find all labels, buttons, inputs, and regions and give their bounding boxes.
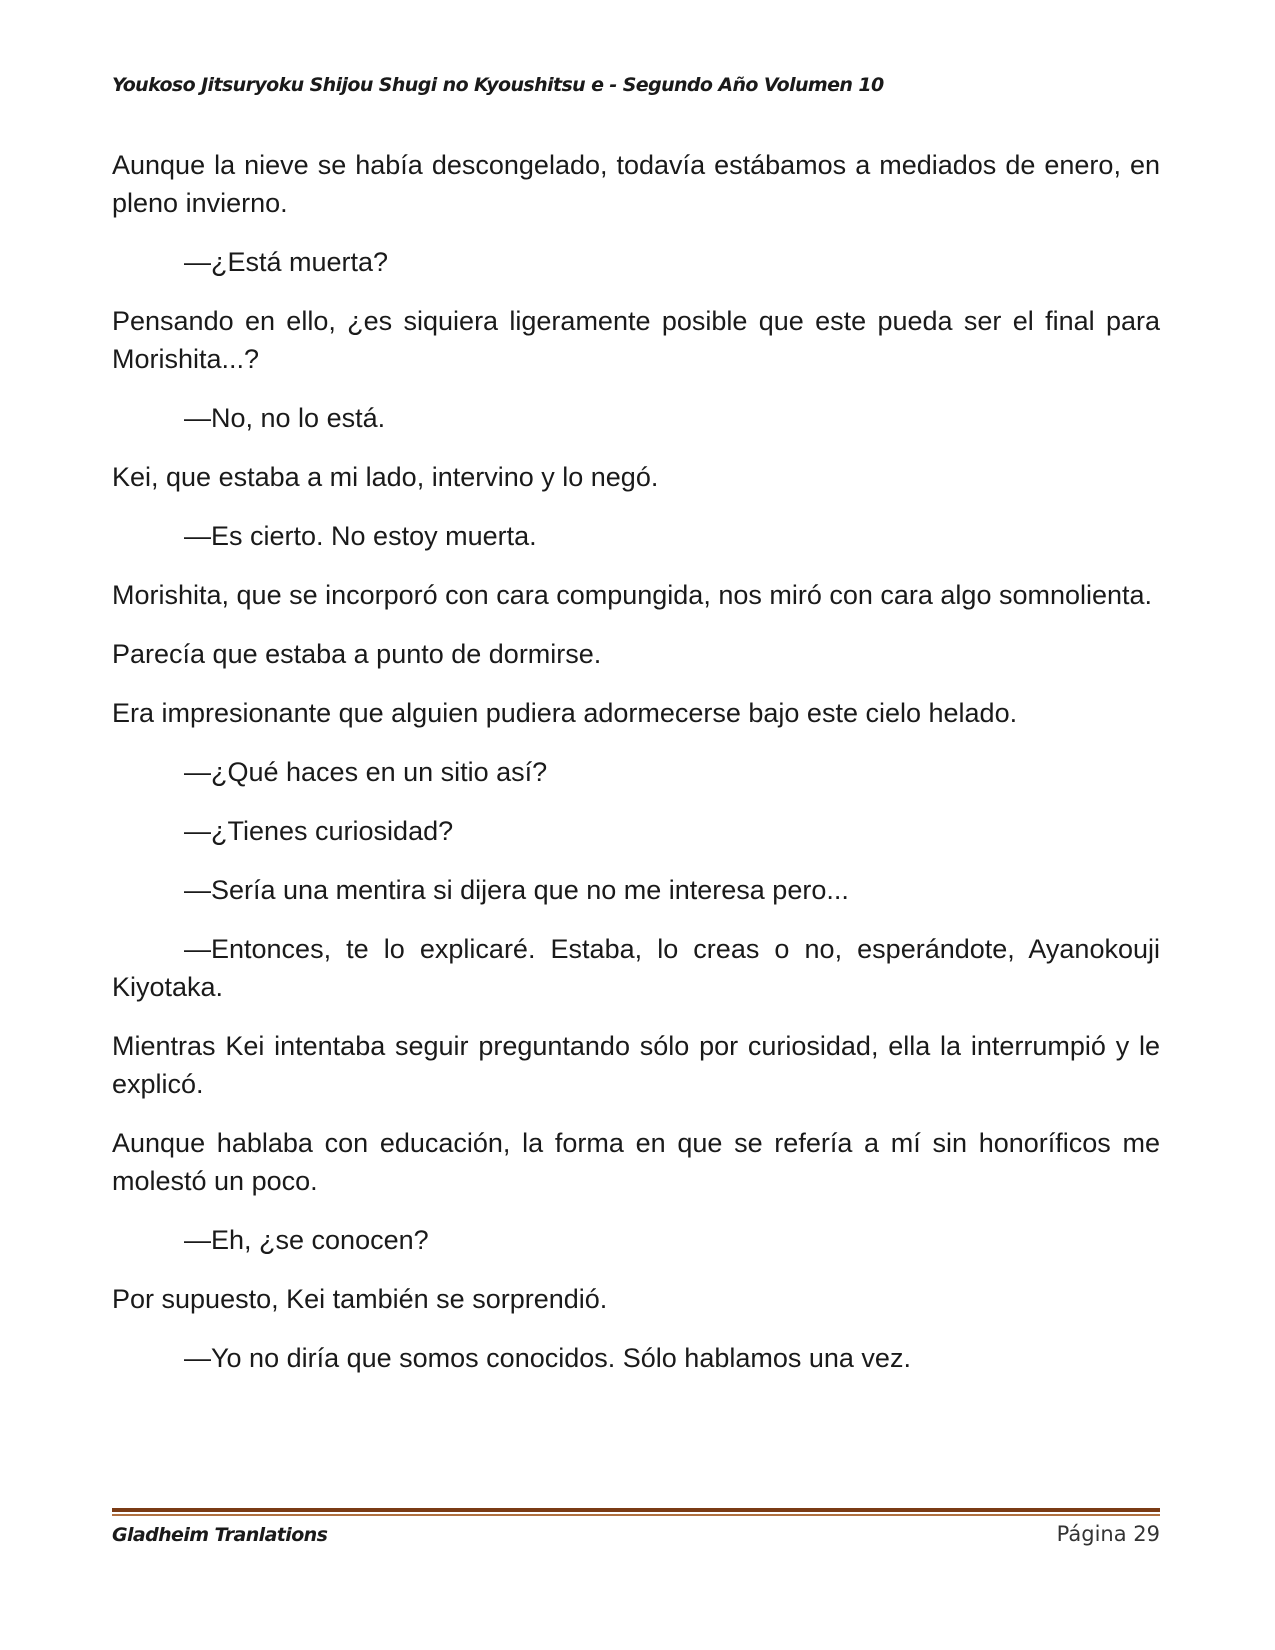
page-number: Página 29 — [1056, 1522, 1160, 1546]
paragraph: Aunque la nieve se había descongelado, todavía estábamos a mediados de enero, en pleno invierno. — [112, 150, 1160, 218]
footer-divider-thick — [112, 1508, 1160, 1512]
paragraph: Era impresionante que alguien pudiera adormecerse bajo este cielo helado. — [112, 698, 1018, 728]
paragraph: Por supuesto, Kei también se sorprendió. — [112, 1284, 608, 1314]
paragraph: Pensando en ello, ¿es siquiera ligeramente posible que este pueda ser el final para Morishita...? — [112, 306, 1160, 374]
dialogue-line: —Entonces, te lo explicaré. Estaba, lo creas o no, esperándote, Ayanokouji Kiyotaka. — [112, 934, 1160, 1002]
dialogue-line: —Eh, ¿se conocen? — [184, 1225, 429, 1255]
footer-credit: Gladheim Tranlations — [112, 1524, 328, 1546]
dialogue-line: —No, no lo está. — [184, 403, 386, 433]
running-header: Youkoso Jitsuryoku Shijou Shugi no Kyoushitsu e - Segundo Año Volumen 10 — [112, 74, 884, 96]
paragraph: Kei, que estaba a mi lado, intervino y lo negó. — [112, 462, 659, 492]
page-body — [112, 146, 1160, 1398]
paragraph: Parecía que estaba a punto de dormirse. — [112, 639, 602, 669]
paragraph: Aunque hablaba con educación, la forma en que se refería a mí sin honoríficos me molestó un poco. — [112, 1128, 1160, 1196]
dialogue-line: —Yo no diría que somos conocidos. Sólo hablamos una vez. — [184, 1343, 911, 1373]
footer-divider-thin — [112, 1514, 1160, 1516]
dialogue-line: —¿Qué haces en un sitio así? — [184, 757, 548, 787]
dialogue-line: —¿Tienes curiosidad? — [184, 816, 454, 846]
paragraph: Morishita, que se incorporó con cara compungida, nos miró con cara algo somnolienta. — [112, 580, 1153, 610]
paragraph: Mientras Kei intentaba seguir preguntando sólo por curiosidad, ella la interrumpió y le explicó. — [112, 1031, 1160, 1099]
dialogue-line: —Sería una mentira si dijera que no me interesa pero... — [184, 875, 849, 905]
dialogue-line: —Es cierto. No estoy muerta. — [184, 521, 537, 551]
dialogue-line: —¿Está muerta? — [184, 247, 389, 277]
